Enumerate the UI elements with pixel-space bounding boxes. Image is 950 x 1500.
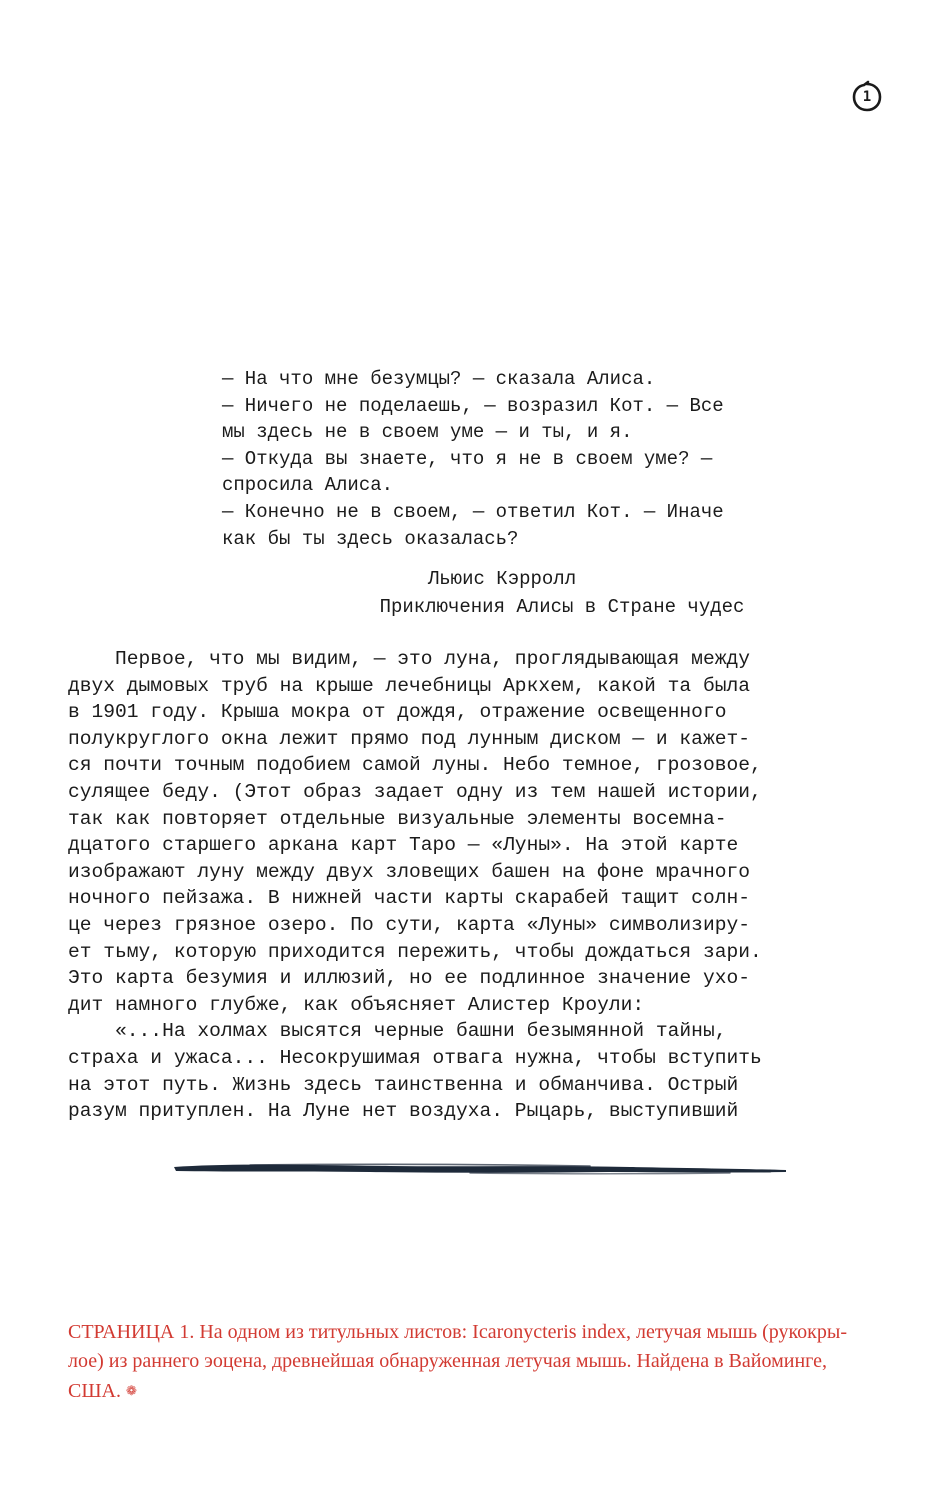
epigraph-work-title: Приключения Алисы в Стране чудес: [379, 596, 745, 618]
epigraph-line: спросила Алиса.: [222, 474, 394, 497]
body-line: двух дымовых труб на крыше лечебницы Аркхем, какой та была: [68, 674, 750, 697]
body-line: Это карта безумия и иллюзий, но ее подлинное значение ухо-: [68, 967, 750, 990]
epigraph-line: — Откуда вы знаете, что я не в своем уме? —: [222, 447, 713, 470]
page-number: [850, 80, 884, 114]
epigraph-author: Льюис Кэрролл: [427, 568, 577, 590]
body-line: «...На холмах высятся черные башни безымянной тайны,: [68, 1020, 727, 1043]
body-line: ет тьму, которую приходится пережить, чтобы дождаться зари.: [68, 940, 762, 963]
body-line: ночного пейзажа. В нижней части карты скарабей тащит солн-: [68, 887, 750, 910]
body-line: страха и ужаса... Несокрушимая отвага нужна, чтобы вступить: [68, 1046, 762, 1069]
body-line: дцатого старшего аркана карт Таро — «Луны». На этой карте: [68, 834, 739, 857]
body-line: дит намного глубже, как объясняет Алистер Кроули:: [68, 993, 645, 1016]
brush-stroke-divider: [170, 1155, 790, 1185]
page-number-label: 1: [862, 89, 872, 105]
body-line: Первое, что мы видим, — это луна, проглядывающая между: [68, 648, 750, 670]
epigraph: [222, 366, 822, 552]
body-line: разум притуплен. На Луне нет воздуха. Рыцарь, выступивший: [68, 1100, 739, 1123]
body-line: так как повторяет отдельные визуальные элементы восемна-: [68, 807, 727, 830]
page-caption: [68, 1318, 883, 1406]
body-line: полукруглого окна лежит прямо под лунным диском — и кажет-: [68, 727, 750, 750]
body-line: в 1901 году. Крыша мокра от дождя, отражение освещенного: [68, 701, 727, 724]
body-text: [68, 646, 880, 1125]
caption-line-text: США.: [68, 1380, 121, 1402]
body-line: це через грязное озеро. По сути, карта «Луны» символизиру-: [68, 913, 750, 936]
epigraph-line: — Конечно не в своем, — ответил Кот. — Иначе: [222, 500, 724, 523]
body-line: сулящее беду. (Этот образ задает одну из тем нашей истории,: [68, 780, 762, 803]
epigraph-line: как бы ты здесь оказалась?: [222, 527, 519, 550]
caption-line: [68, 1376, 883, 1406]
body-line: ся почти точным подобием самой луны. Небо темное, грозовое,: [68, 754, 762, 777]
epigraph-line: — Ничего не поделаешь, — возразил Кот. — Все: [222, 394, 724, 417]
body-line: изображают луну между двух зловещих башен на фоне мрачного: [68, 860, 750, 883]
epigraph-attribution: [222, 565, 822, 621]
epigraph-line: мы здесь не в своем уме — и ты, и я.: [222, 421, 633, 444]
epigraph-line: — На что мне безумцы? — сказала Алиса.: [222, 368, 656, 390]
end-mark-icon: ❁: [125, 1383, 137, 1398]
body-line: на этот путь. Жизнь здесь таинственна и обманчива. Острый: [68, 1073, 739, 1096]
caption-line: СТРАНИЦА 1. На одном из титульных листов: Icaronycteris index, летучая мышь (рукокры-: [68, 1321, 847, 1343]
caption-line: лое) из раннего эоцена, древнейшая обнаруженная летучая мышь. Найдена в Вайоминге,: [68, 1350, 827, 1372]
